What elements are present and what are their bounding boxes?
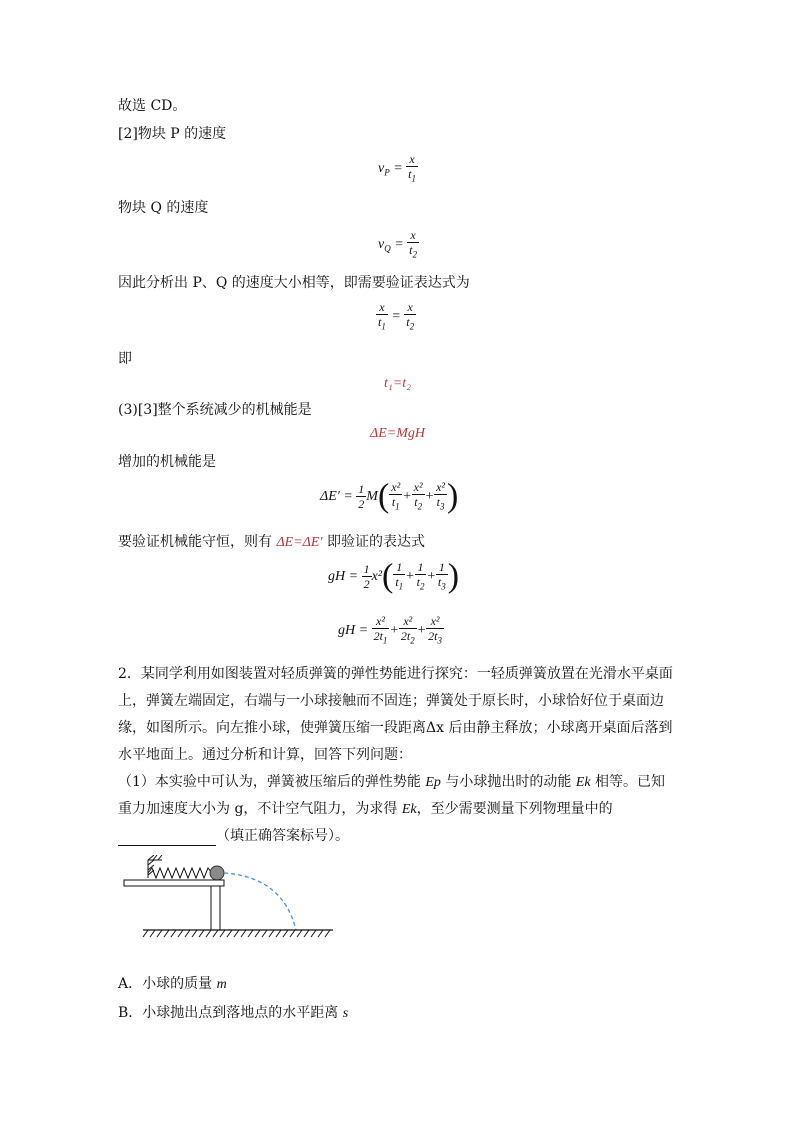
text-line: 要验证机械能守恒，则有 ΔE=ΔE′ 即验证的表达式 <box>118 534 425 550</box>
spring <box>148 868 212 878</box>
spring-apparatus-diagram <box>118 855 348 950</box>
trajectory <box>224 873 296 930</box>
equation-delta-e-prime: ΔE′ = $\frac{1}{2}$ M( $\frac{\text{x²}}{t_1}$ + $\frac{\text{x²}}{t_2}$ + $\frac{\text{x²}}{t_3}$ ) <box>320 477 459 515</box>
text-line: 增加的机械能是 <box>118 454 216 470</box>
text-line: [2]物块 P 的速度 <box>118 126 227 142</box>
text-line: 重力加速度大小为 g，不计空气阻力，为求得 Ek，至少需要测量下列物理量中的 <box>118 801 613 817</box>
text-line: 因此分析出 P、Q 的速度大小相等，即需要验证表达式为 <box>118 275 470 291</box>
text-line: 即 <box>118 351 132 367</box>
equation-gh-1: gH = $\frac{1}{2}$ x²( $\frac{1}{t_1}$ + $\frac{1}{t_2}$ + $\frac{1}{t_3}$ ) <box>328 557 460 595</box>
equation-gh-2: gH = $\frac{\text{x²}}{2t_1}$ + $\frac{\text{x²}}{2t_2}$ + $\frac{\text{x²}}{2t_3}$ <box>338 614 442 646</box>
text-line: （填正确答案标号）。 <box>118 826 349 846</box>
equation-delta-e: ΔE=MgH <box>370 426 425 441</box>
text-line: 故选 CD。 <box>118 98 187 114</box>
text-line: 物块 Q 的速度 <box>118 200 209 216</box>
text-line: 缘，如图所示。向左推小球，使弹簧压缩一段距离Δx 后由静主释放；小球离开桌面后落到 <box>118 720 673 736</box>
ball <box>210 866 224 880</box>
option-b[interactable]: B．小球抛出点到落地点的水平距离 s <box>118 1005 349 1021</box>
text-line: 水平地面上。通过分析和计算，回答下列问题： <box>118 747 412 763</box>
equation-t1-t2: t₁=t₂ <box>384 376 411 391</box>
text-line: 上，弹簧左端固定，右端与一小球接触而不固连；弹簧处于原长时，小球恰好位于桌面边 <box>118 693 664 709</box>
answer-blank[interactable] <box>118 831 216 846</box>
option-a[interactable]: A．小球的质量 m <box>118 976 227 992</box>
text-line: (3)[3]整个系统减少的机械能是 <box>118 402 312 418</box>
equation-vq: $v_Q$ = $\frac{x}{t_2}$ <box>378 228 418 260</box>
text-line: 2．某同学利用如图装置对轻质弹簧的弹性势能进行探究：一轻质弹簧放置在光滑水平桌面 <box>118 666 673 682</box>
equation-equal-speed: $\frac{x}{t_1}$ = $\frac{x}{t_2}$ <box>378 300 415 332</box>
text-line: （1）本实验中可认为，弹簧被压缩后的弹性势能 Ep 与小球抛出时的动能 Ek 相等。已知 <box>118 774 666 790</box>
equation-vp: $v_P$ = $\frac{x}{t_1}$ <box>378 152 417 184</box>
table-top <box>124 880 224 886</box>
table-leg <box>211 886 220 930</box>
